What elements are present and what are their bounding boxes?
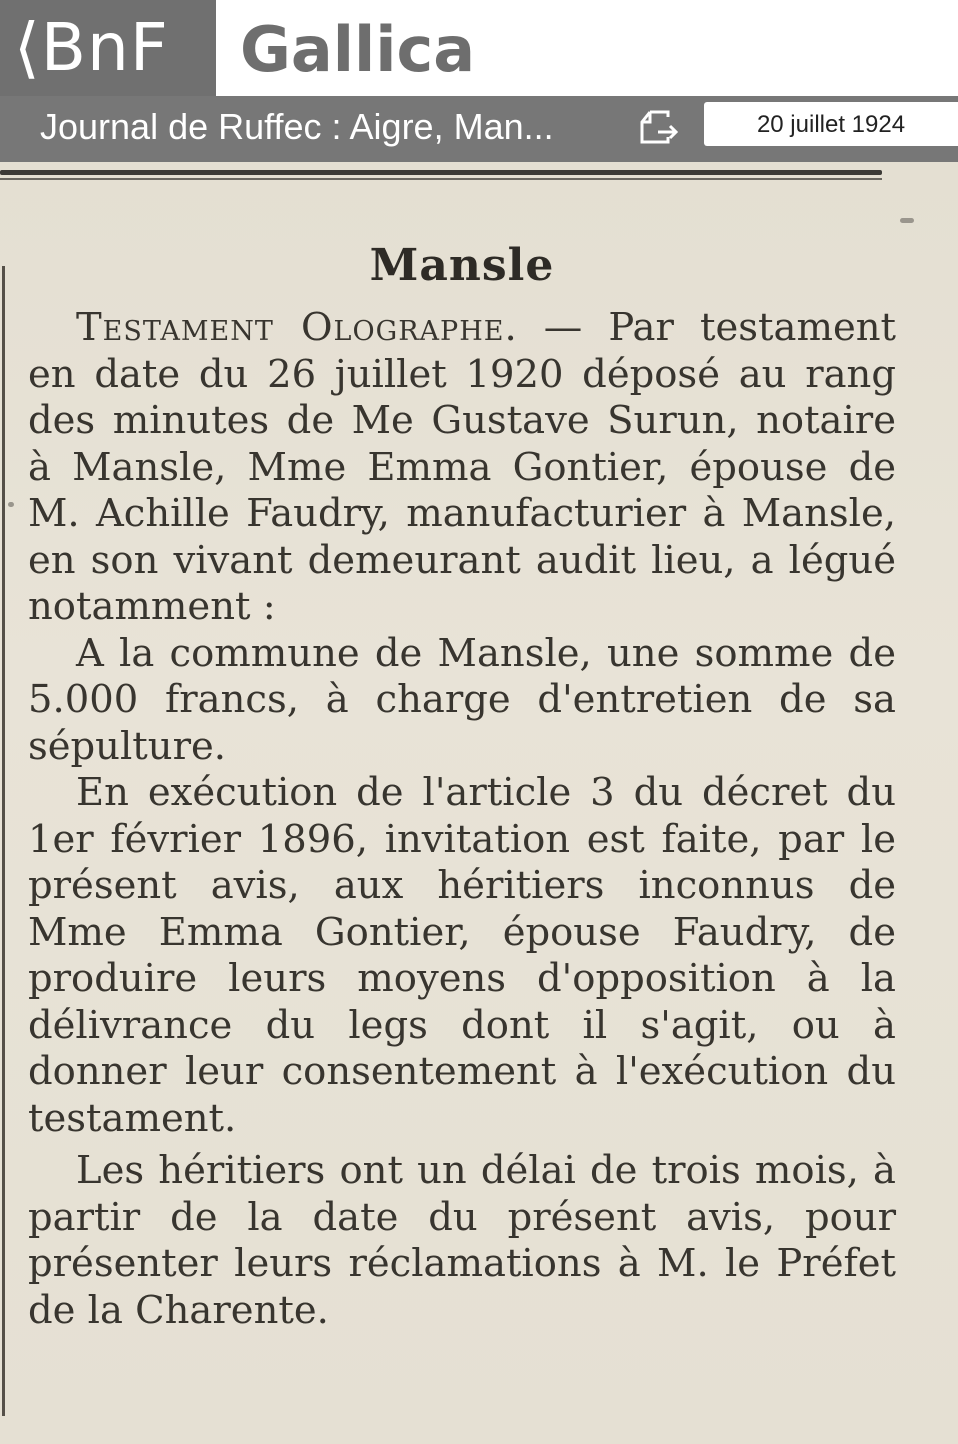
article-heading: Mansle xyxy=(369,240,555,291)
paragraph-2: A la commune de Mansle, une somme de 5.000 francs, à charge d'entretien de sa sépulture. xyxy=(28,630,896,769)
scan-speck xyxy=(900,218,914,223)
paragraph-1-lead: Testament Olographe. xyxy=(76,305,518,350)
bnf-logo[interactable]: ⟨BnF xyxy=(0,0,216,96)
scan-speck xyxy=(8,502,14,507)
column-rule xyxy=(0,170,882,175)
gallica-brand[interactable]: Gallica xyxy=(240,13,476,86)
top-bar xyxy=(0,0,958,96)
issue-date[interactable]: 20 juillet 1924 xyxy=(704,102,958,146)
article xyxy=(28,240,896,1334)
paragraph-1-text: — Par testament en date du 26 juillet 1920 déposé au rang des minutes de Me Gustave Surun, notaire à Mansle, Mme Emma Gontier, épouse de M. Achille Faudry, manufacturier à Mansle, en son vivant demeurant audit lieu, a légué notamment : xyxy=(28,305,896,629)
column-rule-thin xyxy=(0,178,882,180)
paragraph-3: En exécution de l'article 3 du décret du 1er février 1896, invitation est faite, par le présent avis, aux héritiers inconnus de Mme Emma Gontier, épouse Faudry, de produire leurs moyens d'opposition à la délivrance du legs dont il s'agit, ou à donner leur consentement à l'exécution du testament. xyxy=(28,770,896,1141)
paragraph-1 xyxy=(28,305,896,631)
share-icon[interactable] xyxy=(636,104,682,150)
paragraph-4: Les héritiers ont un délai de trois mois, à partir de la date du présent avis, pour présenter leurs réclamations à M. le Préfet de la Charente. xyxy=(28,1148,896,1333)
newspaper-scan xyxy=(0,162,958,1444)
column-divider xyxy=(2,266,5,1416)
journal-title[interactable]: Journal de Ruffec : Aigre, Man... xyxy=(40,106,554,147)
